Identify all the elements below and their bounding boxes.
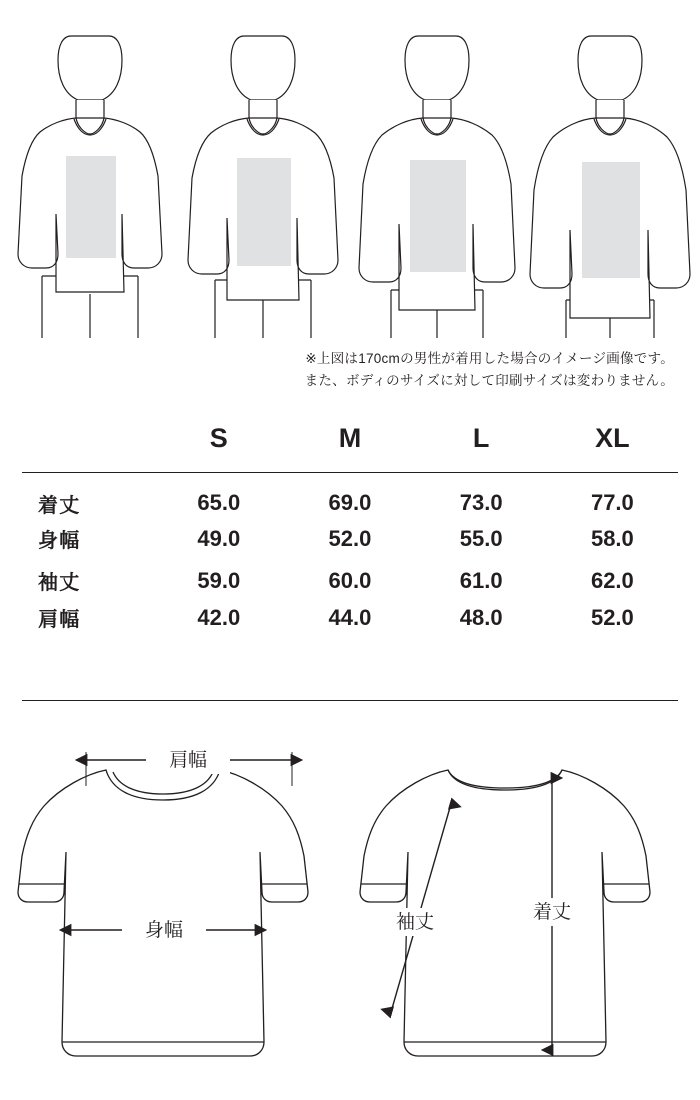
model-head <box>231 36 295 100</box>
cell-kitake-l: 73.0 <box>459 490 503 515</box>
size-table <box>22 406 678 644</box>
table-bottom-divider <box>22 700 678 701</box>
cell-katahaba-s: 42.0 <box>197 604 241 630</box>
cell-mihaba-xl: 58.0 <box>590 525 634 551</box>
disclaimer-line-1: ※上図は170cmの男性が着用した場合のイメージ画像です。 <box>305 351 674 366</box>
cell-kitake-s: 65.0 <box>197 490 241 515</box>
cell-kitake-xl: 77.0 <box>590 490 634 515</box>
size-table-head <box>22 406 678 472</box>
model-head <box>578 36 642 100</box>
model-illustration-s <box>6 18 174 338</box>
print-area <box>582 162 640 278</box>
model-neck <box>76 100 104 118</box>
shoulder-width-label: 肩幅 <box>168 750 208 771</box>
back-measurement-diagram <box>356 712 686 1092</box>
print-area <box>66 156 116 258</box>
size-table-body <box>22 472 678 644</box>
table-row <box>22 472 678 518</box>
disclaimer-note <box>0 348 700 393</box>
body-length-label: 着丈 <box>532 902 572 923</box>
column-header-s: S <box>153 406 284 472</box>
column-header-xl: XL <box>547 406 678 472</box>
cell-kitake-m: 69.0 <box>328 490 372 515</box>
body-width-label: 身幅 <box>144 920 184 941</box>
size-table-container <box>22 406 678 644</box>
cell-sodetake-m: 60.0 <box>328 567 372 593</box>
column-header-l: L <box>416 406 547 472</box>
row-label-mihaba: 身幅 <box>38 530 81 552</box>
model-head <box>405 36 469 100</box>
model-neck <box>423 100 451 118</box>
column-header-m: M <box>284 406 415 472</box>
cell-mihaba-s: 49.0 <box>197 525 241 551</box>
row-label-kitake: 着丈 <box>38 494 81 517</box>
disclaimer-line-2: また、ボディのサイズに対して印刷サイズは変わりません。 <box>304 373 674 389</box>
cell-katahaba-xl: 52.0 <box>590 604 634 630</box>
model-neck <box>596 100 624 118</box>
model-head <box>58 36 122 100</box>
table-row <box>22 518 678 560</box>
front-measurement-diagram <box>14 712 344 1092</box>
row-label-sodetake: 袖丈 <box>38 572 81 594</box>
table-row <box>22 560 678 602</box>
cell-katahaba-l: 48.0 <box>459 604 503 630</box>
measurement-diagrams <box>0 712 700 1092</box>
cell-sodetake-l: 61.0 <box>459 567 503 593</box>
sleeve-length-label: 袖丈 <box>395 912 435 933</box>
table-row <box>22 602 678 644</box>
print-area <box>237 158 291 266</box>
print-area <box>410 160 466 272</box>
cell-mihaba-l: 55.0 <box>459 525 503 551</box>
cell-sodetake-s: 59.0 <box>197 567 241 593</box>
model-neck <box>249 100 277 118</box>
size-table-corner <box>22 406 153 472</box>
model-illustration-l <box>353 18 521 338</box>
model-illustration-xl <box>526 18 694 338</box>
cell-katahaba-m: 44.0 <box>328 604 372 630</box>
cell-sodetake-xl: 62.0 <box>590 567 634 593</box>
front-garment-outline <box>18 770 308 1056</box>
model-illustration-row <box>0 18 700 338</box>
model-illustration-m <box>179 18 347 338</box>
size-table-header-row <box>22 406 678 472</box>
row-label-katahaba: 肩幅 <box>38 609 81 631</box>
cell-mihaba-m: 52.0 <box>328 525 372 551</box>
